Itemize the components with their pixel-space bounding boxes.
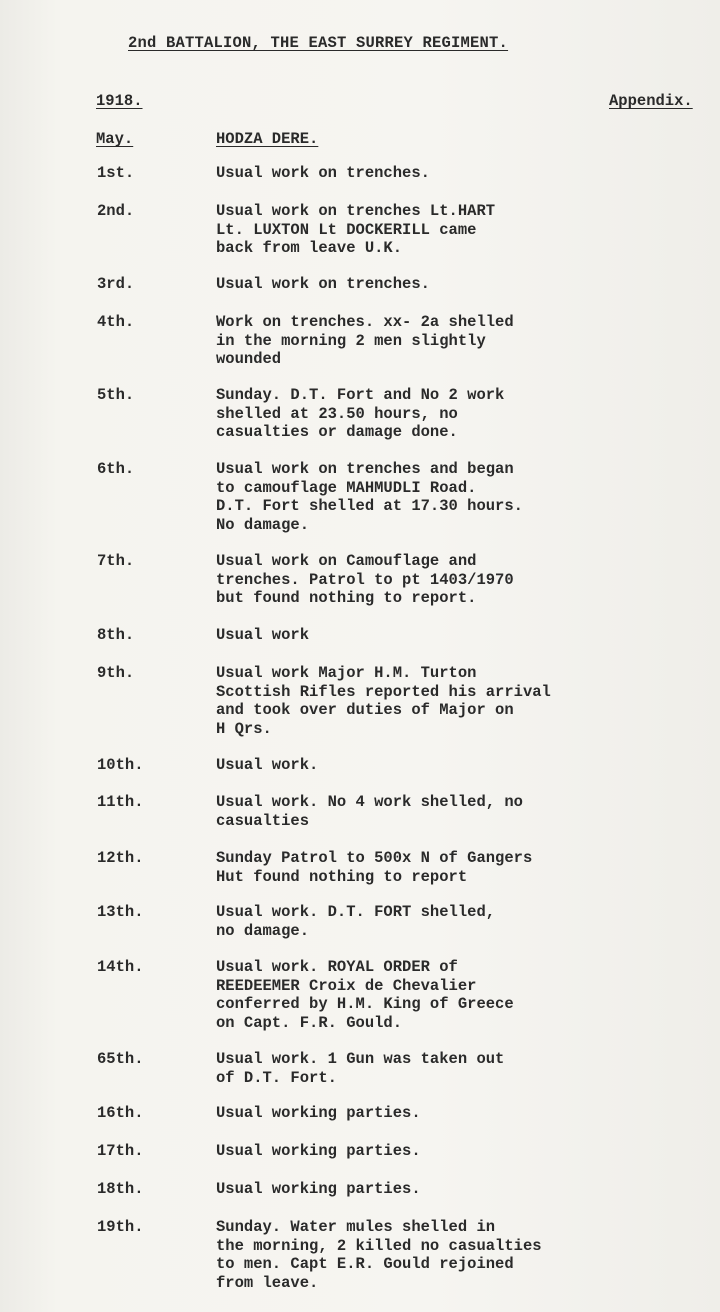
entry-text: Usual work on trenches.	[216, 275, 430, 293]
entry-date: 18th.	[97, 1180, 144, 1198]
entry-date: 12th.	[97, 849, 144, 867]
entry-text: Usual work	[216, 626, 310, 644]
entry-text: Usual working parties.	[216, 1180, 421, 1198]
appendix-label: Appendix.	[609, 92, 693, 110]
entry-text: Usual work. 1 Gun was taken out of D.T. Fort.	[216, 1050, 505, 1087]
entry-date: 65th.	[97, 1050, 144, 1068]
entry-text: Usual work on Camouflage and trenches. Patrol to pt 1403/1970 but found nothing to report.	[216, 552, 514, 607]
entry-text: Usual work. ROYAL ORDER of REEDEEMER Croix de Chevalier conferred by H.M. King of Greece on Capt. F.R. Gould.	[216, 958, 514, 1032]
entry-text: Usual work Major H.M. Turton Scottish Rifles reported his arrival and took over duties of Major on H Qrs.	[216, 664, 551, 738]
entry-text: Usual work on trenches.	[216, 164, 430, 182]
entry-date: 4th.	[97, 313, 135, 331]
entry-text: Usual work. D.T. FORT shelled, no damage.	[216, 903, 496, 940]
entry-date: 1st.	[97, 164, 135, 182]
entry-text: Usual working parties.	[216, 1104, 421, 1122]
entry-date: 16th.	[97, 1104, 144, 1122]
entry-date: 13th.	[97, 903, 144, 921]
entry-date: 7th.	[97, 552, 135, 570]
entry-date: 11th.	[97, 793, 144, 811]
entry-date: 14th.	[97, 958, 144, 976]
entry-text: Usual working parties.	[216, 1142, 421, 1160]
entry-date: 8th.	[97, 626, 135, 644]
entry-text: Work on trenches. xx- 2a shelled in the morning 2 men slightly wounded	[216, 313, 514, 368]
entry-text: Usual work on trenches Lt.HART Lt. LUXTON Lt DOCKERILL came back from leave U.K.	[216, 202, 496, 257]
entry-text: Sunday. Water mules shelled in the morning, 2 killed no casualties to men. Capt E.R. Gould rejoined from leave.	[216, 1218, 542, 1292]
entry-text: Usual work on trenches and began to camouflage MAHMUDLI Road. D.T. Fort shelled at 17.30 hours. No damage.	[216, 460, 523, 534]
entry-text: Usual work.	[216, 756, 319, 774]
entry-text: Sunday Patrol to 500x N of Gangers Hut found nothing to report	[216, 849, 533, 886]
entry-date: 6th.	[97, 460, 135, 478]
entry-date: 2nd.	[97, 202, 135, 220]
entry-date: 10th.	[97, 756, 144, 774]
entry-date: 19th.	[97, 1218, 144, 1236]
entry-date: 17th.	[97, 1142, 144, 1160]
entry-date: 5th.	[97, 386, 135, 404]
entry-text: Usual work. No 4 work shelled, no casualties	[216, 793, 523, 830]
year-heading: 1918.	[96, 92, 143, 110]
document-title: 2nd BATTALION, THE EAST SURREY REGIMENT.	[128, 34, 509, 52]
month-heading: May.	[96, 130, 134, 148]
entry-text: Sunday. D.T. Fort and No 2 work shelled at 23.50 hours, no casualties or damage done.	[216, 386, 505, 441]
entry-date: 9th.	[97, 664, 135, 682]
location-heading: HODZA DERE.	[216, 130, 319, 148]
entry-date: 3rd.	[97, 275, 135, 293]
